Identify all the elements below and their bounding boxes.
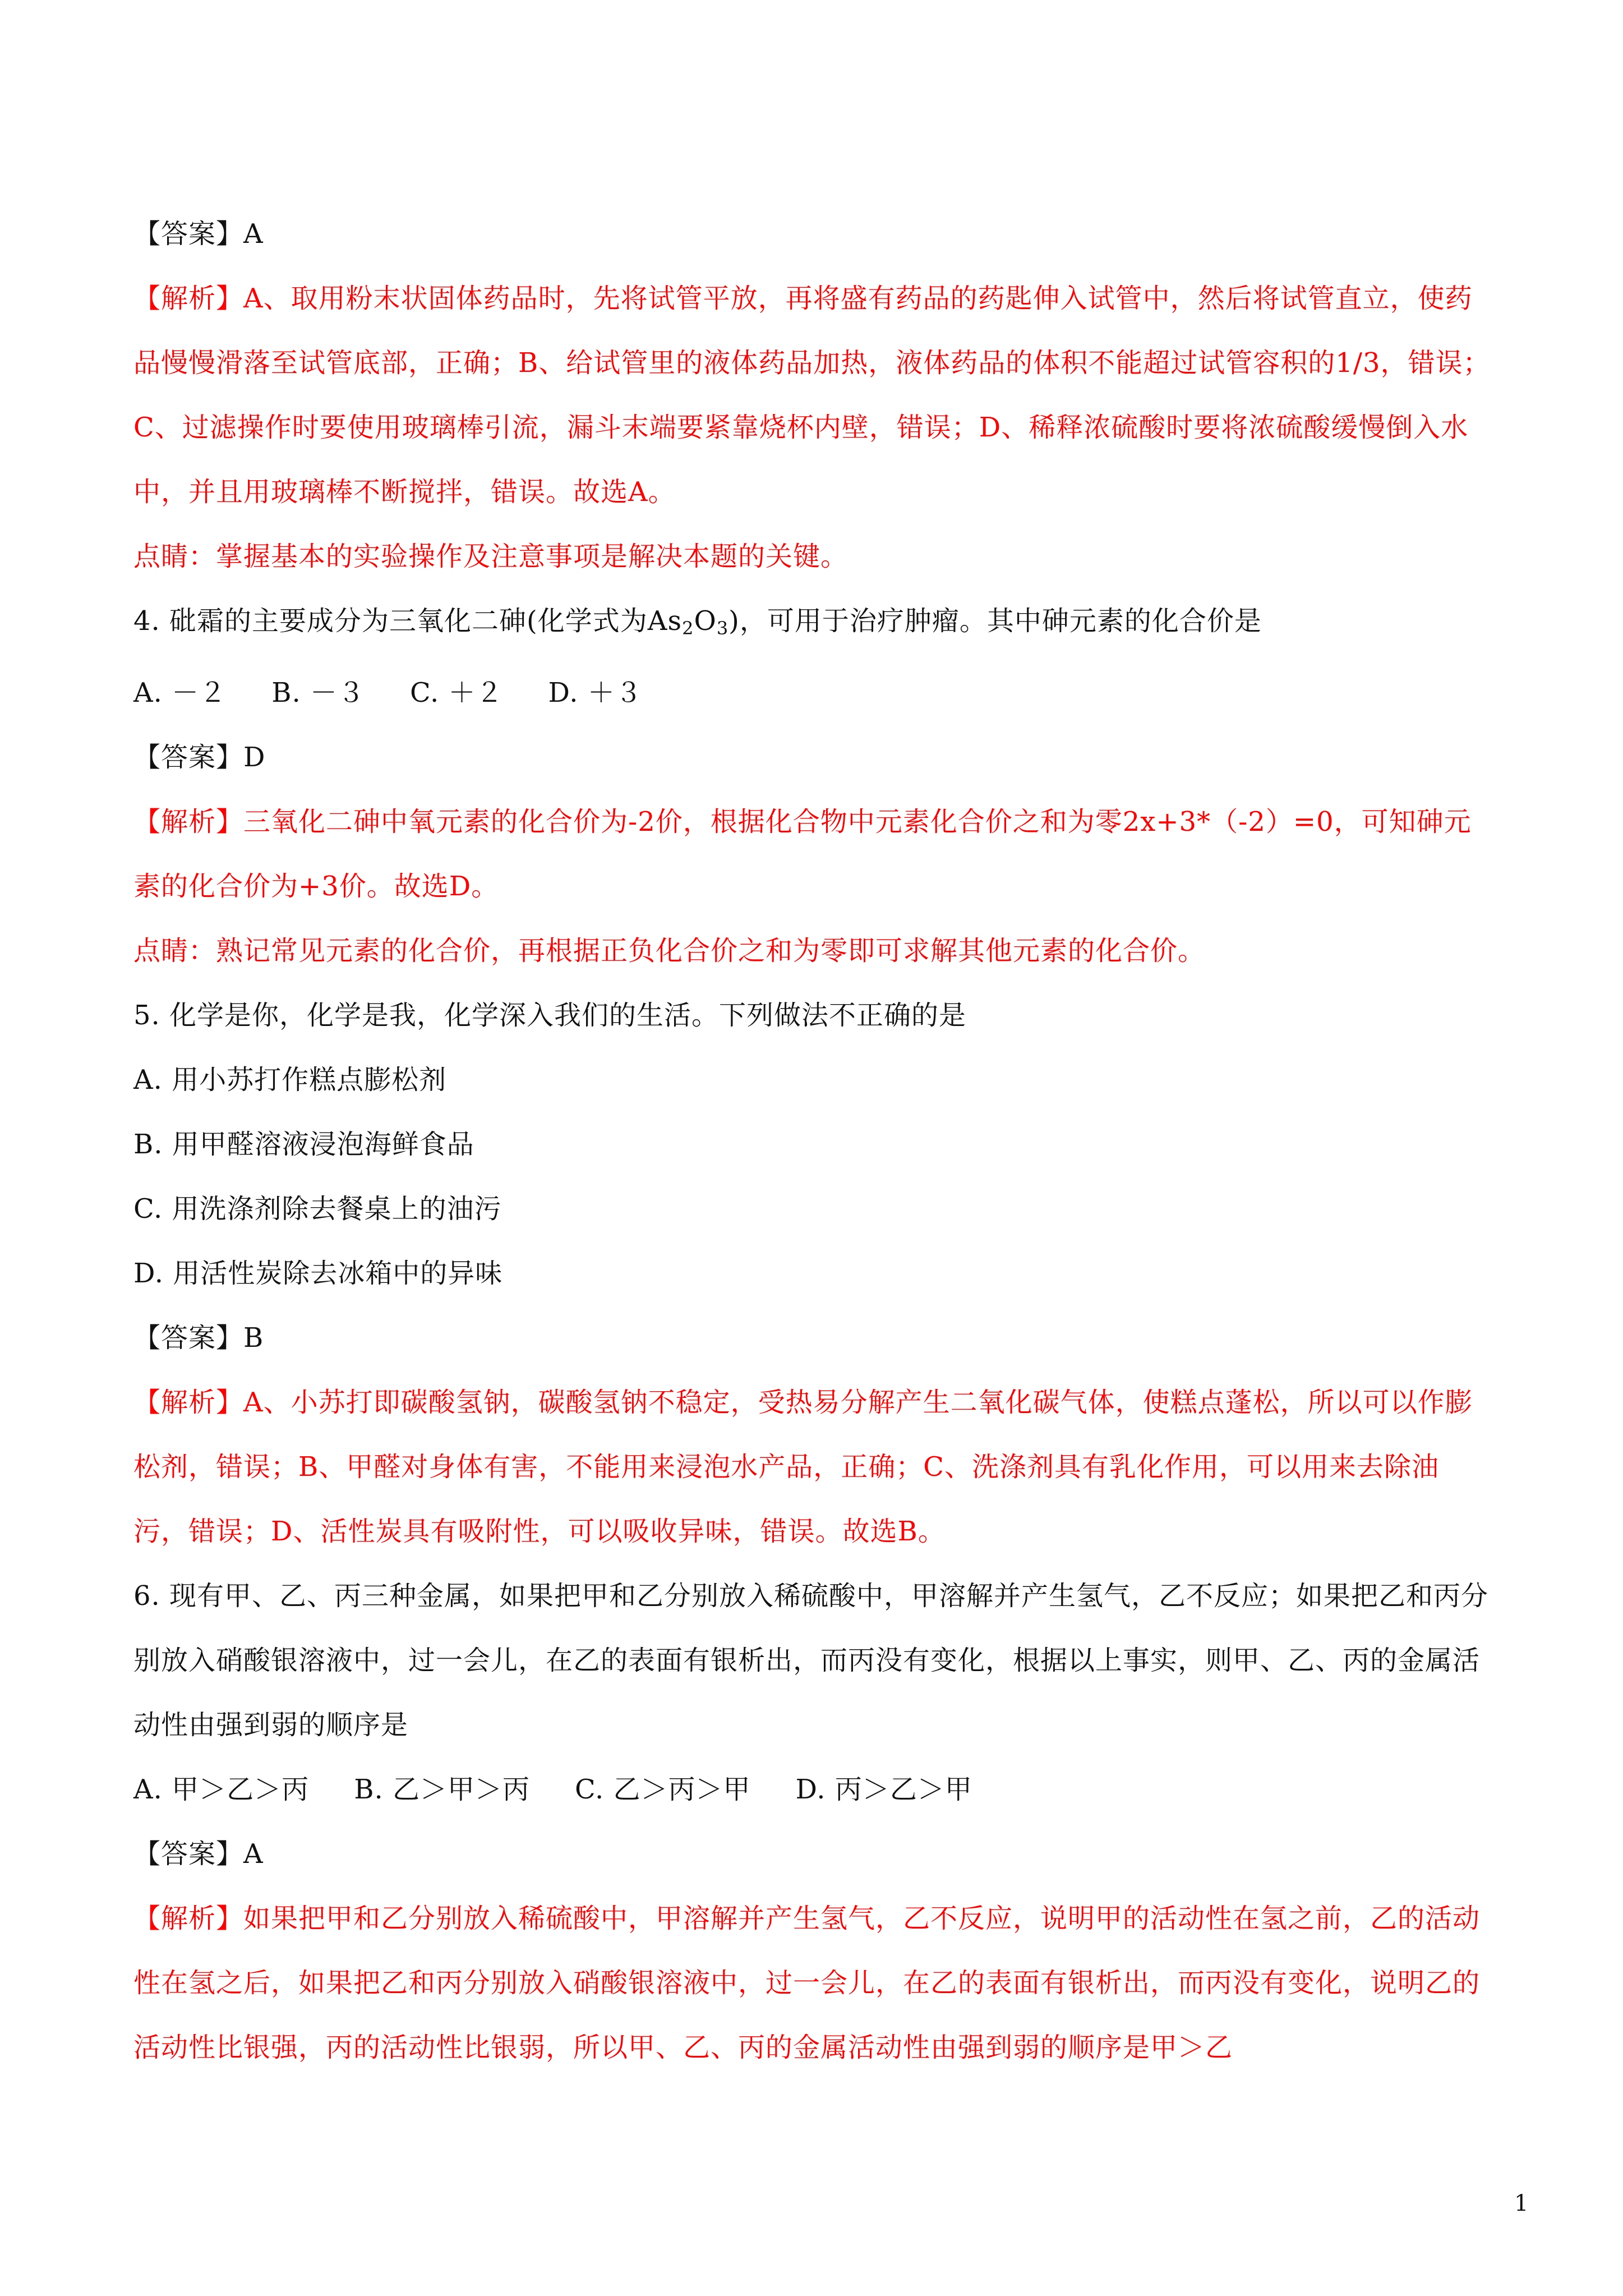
q6-options: [133, 1757, 1491, 1822]
q4-option-b: B. －３: [271, 677, 365, 708]
q4-stem-before: 4. 砒霜的主要成分为三氧化二砷(化学式为As: [133, 605, 683, 637]
q4-stem-mid: O: [694, 605, 717, 637]
q5-option-a: A. 用小苏打作糕点膨松剂: [133, 1064, 447, 1096]
q5-option-b: B. 用甲醛溶液浸泡海鲜食品: [133, 1129, 474, 1160]
q4-subscript-2: 2: [682, 618, 694, 639]
q5-stem: 5. 化学是你，化学是我，化学深入我们的生活。下列做法不正确的是: [133, 1000, 967, 1031]
q5-answer: 【答案】B: [133, 1322, 264, 1354]
q4-answer: 【答案】D: [133, 742, 266, 773]
q6-answer: 【答案】A: [133, 1838, 264, 1870]
q4-option-a: A. －２: [133, 677, 227, 708]
q6-option-d: D. 丙＞乙＞甲: [795, 1774, 972, 1805]
page-number: 1: [1514, 2191, 1529, 2216]
q4-option-d: D. ＋３: [548, 677, 643, 708]
q6-option-c: C. 乙＞丙＞甲: [574, 1774, 751, 1805]
q4-comment: 点睛：熟记常见元素的化合价，再根据正负化合价之和为零即可求解其他元素的化合价。: [133, 935, 1206, 967]
q4-options: [133, 661, 1491, 725]
page-content: [133, 202, 1491, 2080]
q4-subscript-3: 3: [716, 618, 729, 639]
q6-option-a: A. 甲＞乙＞丙: [133, 1774, 310, 1805]
q5-analysis: 【解析】A、小苏打即碳酸氢钠，碳酸氢钠不稳定，受热易分解产生二氧化碳气体，使糕点蓬松，所以可以作膨松剂，错误；B、甲醛对身体有害，不能用来浸泡水产品，正确；C、洗涤剂具有乳化作用，可以用来去除油污，错误；D、活性炭具有吸附性，可以吸收异味，错误。故选B。: [133, 1387, 1473, 1547]
q6-option-b: B. 乙＞甲＞丙: [354, 1774, 530, 1805]
q5-option-c: C. 用洗涤剂除去餐桌上的油污: [133, 1193, 502, 1225]
q3-analysis: 【解析】A、取用粉末状固体药品时，先将试管平放，再将盛有药品的药匙伸入试管中，然后将试管直立，使药品慢慢滑落至试管底部，正确；B、给试管里的液体药品加热，液体药品的体积不能超过试管容积的1/3，错误；C、过滤操作时要使用玻璃棒引流，漏斗末端要紧靠烧杯内壁，错误；D、稀释浓硫酸时要将浓硫酸缓慢倒入水中，并且用玻璃棒不断搅拌，错误。故选A。: [133, 283, 1491, 508]
q3-answer: 【答案】A: [133, 218, 264, 250]
q5-option-d: D. 用活性炭除去冰箱中的异味: [133, 1258, 503, 1289]
q4-option-c: C. ＋２: [409, 677, 504, 708]
q4-stem-after: )，可用于治疗肿瘤。其中砷元素的化合价是: [728, 605, 1262, 637]
q3-comment: 点睛：掌握基本的实验操作及注意事项是解决本题的关键。: [133, 541, 849, 572]
q4-stem: [133, 589, 1491, 661]
q6-stem: 6. 现有甲、乙、丙三种金属，如果把甲和乙分别放入稀硫酸中，甲溶解并产生氢气，乙不反应；如果把乙和丙分别放入硝酸银溶液中，过一会儿，在乙的表面有银析出，而丙没有变化，根据以上事实，则甲、乙、丙的金属活动性由强到弱的顺序是: [133, 1580, 1489, 1741]
q4-analysis: 【解析】三氧化二砷中氧元素的化合价为-2价，根据化合物中元素化合价之和为零2x+3*（-2）=0，可知砷元素的化合价为+3价。故选D。: [133, 806, 1472, 902]
q6-analysis: 【解析】如果把甲和乙分别放入稀硫酸中，甲溶解并产生氢气，乙不反应，说明甲的活动性在氢之前，乙的活动性在氢之后，如果把乙和丙分别放入硝酸银溶液中，过一会儿，在乙的表面有银析出，而丙没有变化，说明乙的活动性比银强，丙的活动性比银弱，所以甲、乙、丙的金属活动性由强到弱的顺序是甲＞乙: [133, 1903, 1481, 2063]
